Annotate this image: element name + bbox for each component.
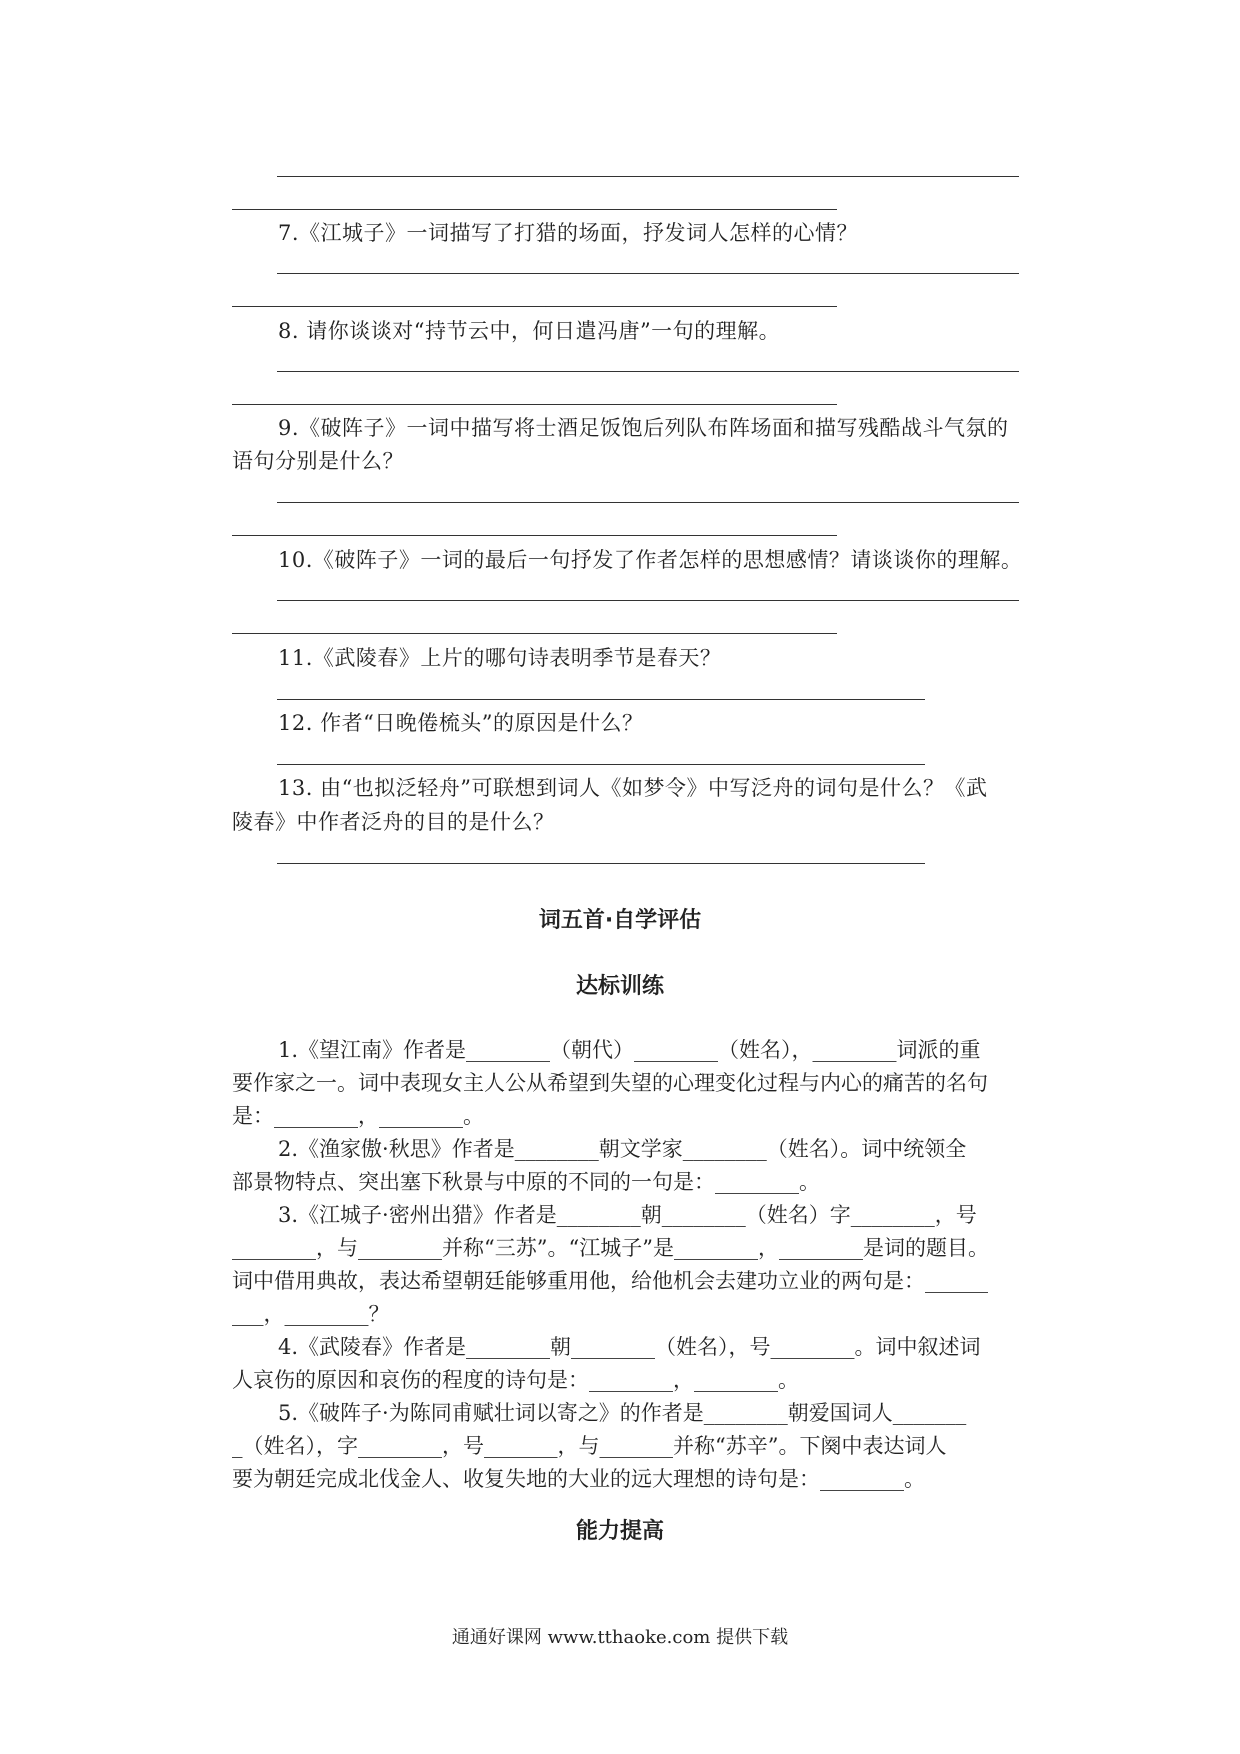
question-13-line-2: 陵春》中作者泛舟的目的是什么？ — [232, 810, 555, 834]
question-9-line-2: 语句分别是什么？ — [232, 449, 404, 473]
answer-line — [232, 404, 837, 405]
exercise-list — [232, 1034, 1024, 1496]
exercise-2-line-2: 部景物特点、突出塞下秋景与中原的不同的一句是：________。 — [232, 1170, 820, 1194]
question-9-line-1: 9.《破阵子》一词中描写将士酒足饭饱后列队布阵场面和描写残酷战斗气氛的 — [278, 416, 1009, 440]
answer-line — [277, 863, 925, 864]
question-13-line-1: 13. 由“也拟泛轻舟”可联想到词人《如梦令》中写泛舟的词句是什么？《武 — [278, 776, 988, 800]
exercise-3-line-1: 3.《江城子·密州出猎》作者是________朝________（姓名）字________，号 — [278, 1203, 977, 1227]
subsection-title-2: 能力提高 — [575, 1519, 664, 1544]
question-11: 11.《武陵春》上片的哪句诗表明季节是春天？ — [278, 646, 722, 670]
answer-line — [277, 699, 925, 700]
exercise-1-line-2: 要作家之一。词中表现女主人公从希望到失望的心理变化过程与内心的痛苦的名句 — [232, 1071, 988, 1095]
exercise-3-line-3: 词中借用典故，表达希望朝廷能够重用他，给他机会去建功立业的两句是：______ — [232, 1269, 988, 1293]
exercise-1-line-1: 1.《望江南》作者是________（朝代）________（姓名），________词派的重 — [278, 1038, 981, 1062]
question-12: 12. 作者“日晚倦梳头”的原因是什么？ — [278, 711, 644, 735]
answer-line — [277, 176, 1019, 177]
exercise-3-line-4: ___，________？ — [232, 1302, 390, 1326]
answer-line — [277, 600, 1019, 601]
answer-line — [232, 306, 837, 307]
section-title: 词五首·自学评估 — [538, 908, 702, 933]
question-8: 8. 请你谈谈对“持节云中，何日遣冯唐”一句的理解。 — [278, 319, 781, 343]
exercise-4-line-2: 人哀伤的原因和哀伤的程度的诗句是：________，________。 — [232, 1368, 799, 1392]
question-10: 10.《破阵子》一词的最后一句抒发了作者怎样的思想感情？请谈谈你的理解。 — [278, 548, 1023, 572]
exercise-2-line-1: 2.《渔家傲·秋思》作者是________朝文学家________（姓名）。词中统领全 — [278, 1137, 967, 1161]
subsection-title-1: 达标训练 — [575, 974, 664, 999]
exercise-1-line-3: 是：________，________。 — [232, 1104, 484, 1128]
answer-line — [277, 371, 1019, 372]
exercise-4-line-1: 4.《武陵春》作者是________朝________（姓名），号________。词中叙述词 — [278, 1335, 981, 1359]
exercise-3-line-2: ________，与________并称“三苏”。“江城子”是________，________是词的题目。 — [232, 1236, 989, 1260]
exercise-5-line-1: 5.《破阵子·为陈同甫赋壮词以寄之》的作者是________朝爱国词人_______ — [278, 1401, 967, 1425]
exercise-5-line-3: 要为朝廷完成北伐金人、收复失地的大业的远大理想的诗句是：________。 — [232, 1467, 925, 1491]
question-7: 7.《江城子》一词描写了打猎的场面，抒发词人怎样的心情？ — [278, 221, 859, 245]
exercise-5-line-2: _（姓名），字________，号_______，与_______并称“苏辛”。下阕中表达词人 — [232, 1434, 947, 1458]
answer-line — [232, 535, 837, 536]
answer-line — [232, 633, 837, 634]
answer-line — [277, 273, 1019, 274]
page-footer: 通通好课网 www.tthaoke.com 提供下载 — [451, 1627, 789, 1648]
answer-line — [277, 502, 1019, 503]
answer-line — [277, 764, 925, 765]
answer-line — [232, 209, 837, 210]
